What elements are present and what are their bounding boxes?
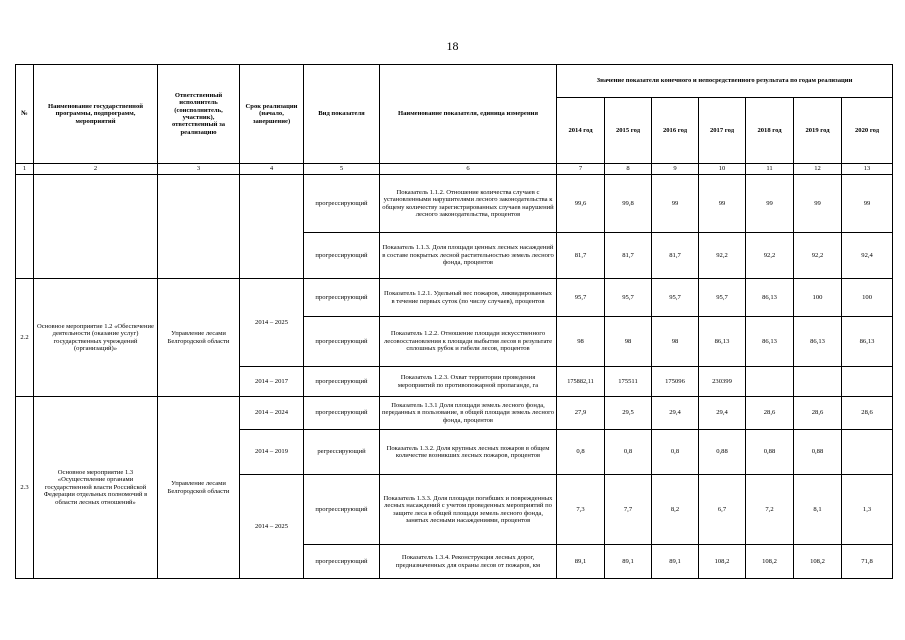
page-number: 18 (446, 39, 459, 53)
indicator-value: 86,13 (794, 317, 842, 367)
indicator-value: 0,88 (699, 430, 746, 475)
indicator-value: 99 (699, 175, 746, 233)
indicator-value: 99 (794, 175, 842, 233)
indicator-value: 98 (605, 317, 652, 367)
indicator-value: 175096 (652, 367, 699, 397)
indicator-name: Показатель 1.2.1. Удельный вес пожаров, ликвидированных в течение первых суток (по числу случаев), процентов (380, 279, 557, 317)
indicator-value: 1,3 (842, 475, 893, 545)
header-year: 2017 год (699, 98, 746, 164)
header-year: 2019 год (794, 98, 842, 164)
indicator-name: Показатель 1.3.4. Реконструкция лесных дорог, предназначенных для охраны лесов от пожаров, км (380, 545, 557, 579)
indicator-type: прогрессирующий (304, 279, 380, 317)
indicator-name: Показатель 1.2.2. Отношение площади искусственного лесовосстановления к площади выбытия лесов в результате сплошных рубок и гибели лесов, процентов (380, 317, 557, 367)
column-number: 6 (380, 164, 557, 175)
indicator-value: 98 (557, 317, 605, 367)
indicator-value: 29,4 (652, 397, 699, 430)
group-name: Основное мероприятие 1.3 «Осуществление органами государственной власти Российской Федерации отдельных полномочий в области лесных отношений» (34, 397, 158, 579)
indicator-name: Показатель 1.3.2. Доля крупных лесных пожаров в общем количестве возникших лесных пожаров, процентов (380, 430, 557, 475)
indicator-value: 95,7 (605, 279, 652, 317)
column-number: 7 (557, 164, 605, 175)
indicator-name: Показатель 1.2.3. Охват территории проведения мероприятий по противопожарной пропаганде, га (380, 367, 557, 397)
indicator-value: 100 (794, 279, 842, 317)
indicator-value: 27,9 (557, 397, 605, 430)
indicator-value (842, 367, 893, 397)
column-number: 4 (240, 164, 304, 175)
indicator-value: 7,7 (605, 475, 652, 545)
indicator-value: 0,8 (557, 430, 605, 475)
column-number: 11 (746, 164, 794, 175)
indicator-value: 98 (652, 317, 699, 367)
group-responsible: Управление лесами Белгородской области (158, 279, 240, 397)
indicator-value: 108,2 (699, 545, 746, 579)
indicator-value: 86,13 (746, 317, 794, 367)
group-number: 2.3 (16, 397, 34, 579)
indicator-value: 28,6 (794, 397, 842, 430)
indicator-value: 108,2 (746, 545, 794, 579)
indicator-value: 230399 (699, 367, 746, 397)
indicator-type: прогрессирующий (304, 317, 380, 367)
column-number: 1 (16, 164, 34, 175)
indicator-value: 7,3 (557, 475, 605, 545)
indicator-name: Показатель 1.3.3. Доля площади погибших и поврежденных лесных насаждений с учетом проведенных мероприятий по защите леса в общей площади земель лесного фонда, занятых лесными насаждениями, процентов (380, 475, 557, 545)
indicator-name: Показатель 1.1.2. Отношение количества случаев с установленными нарушителями лесного законодательства к общему количеству зарегистрированных случаев нарушений лесного законодательства, процентов (380, 175, 557, 233)
indicator-value: 6,7 (699, 475, 746, 545)
row-name-empty (34, 175, 158, 279)
indicator-value: 99,6 (557, 175, 605, 233)
indicator-value: 8,1 (794, 475, 842, 545)
indicator-type: регрессирующий (304, 430, 380, 475)
indicator-value: 0,88 (746, 430, 794, 475)
indicator-value: 99 (652, 175, 699, 233)
indicator-type: прогрессирующий (304, 233, 380, 279)
indicator-value: 8,2 (652, 475, 699, 545)
header-responsible: Ответственный исполнитель (соисполнитель, участник), ответственный за реализацию (158, 65, 240, 164)
header-year: 2014 год (557, 98, 605, 164)
indicator-value: 175882,11 (557, 367, 605, 397)
indicator-value: 71,8 (842, 545, 893, 579)
indicator-term: 2014 – 2017 (240, 367, 304, 397)
indicator-value: 81,7 (557, 233, 605, 279)
row-term-empty (240, 175, 304, 279)
indicator-value: 92,2 (699, 233, 746, 279)
indicator-value (842, 430, 893, 475)
indicator-value: 95,7 (652, 279, 699, 317)
column-number: 2 (34, 164, 158, 175)
indicator-value: 81,7 (605, 233, 652, 279)
indicator-value: 89,1 (652, 545, 699, 579)
indicator-value: 92,2 (794, 233, 842, 279)
indicator-value: 175511 (605, 367, 652, 397)
group-term: 2014 – 2025 (240, 475, 304, 579)
indicator-value: 28,6 (746, 397, 794, 430)
indicator-value: 7,2 (746, 475, 794, 545)
group-responsible: Управление лесами Белгородской области (158, 397, 240, 579)
indicator-value: 0,88 (794, 430, 842, 475)
column-number: 8 (605, 164, 652, 175)
indicator-type: прогрессирующий (304, 545, 380, 579)
table-row (16, 397, 893, 430)
indicator-value: 95,7 (557, 279, 605, 317)
header-values-group: Значение показателя конечного и непосредственного результата по годам реализации (557, 65, 893, 98)
indicator-value: 29,4 (699, 397, 746, 430)
indicator-value: 28,6 (842, 397, 893, 430)
header-term: Срок реализации (начало, завершение) (240, 65, 304, 164)
header-no: № (16, 65, 34, 164)
header-year: 2020 год (842, 98, 893, 164)
column-number: 5 (304, 164, 380, 175)
indicator-value: 99 (842, 175, 893, 233)
indicator-value: 99,8 (605, 175, 652, 233)
indicator-value: 86,13 (699, 317, 746, 367)
indicator-value: 108,2 (794, 545, 842, 579)
indicator-value: 29,5 (605, 397, 652, 430)
header-name: Наименование государственной программы, подпрограмм, мероприятий (34, 65, 158, 164)
group-name: Основное мероприятие 1.2 «Обеспечение деятельности (оказание услуг) государственных учреждений (организаций)» (34, 279, 158, 397)
indicator-value (794, 367, 842, 397)
indicator-value: 81,7 (652, 233, 699, 279)
indicator-value: 89,1 (605, 545, 652, 579)
indicator-type: прогрессирующий (304, 175, 380, 233)
column-number: 9 (652, 164, 699, 175)
indicator-value: 95,7 (699, 279, 746, 317)
indicator-name: Показатель 1.3.1 Доля площади земель лесного фонда, переданных в пользование, в общей площади земель лесного фонда, процентов (380, 397, 557, 430)
group-number: 2.2 (16, 279, 34, 397)
indicator-value: 0,8 (605, 430, 652, 475)
indicator-name: Показатель 1.1.3. Доля площади ценных лесных насаждений в составе покрытых лесной растительностью земель лесного фонда, процентов (380, 233, 557, 279)
indicator-type: прогрессирующий (304, 475, 380, 545)
row-no-empty (16, 175, 34, 279)
header-year: 2015 год (605, 98, 652, 164)
indicator-term: 2014 – 2024 (240, 397, 304, 430)
header-indicator: Наименование показателя, единица измерения (380, 65, 557, 164)
indicator-term: 2014 – 2019 (240, 430, 304, 475)
group-term: 2014 – 2025 (240, 279, 304, 367)
indicator-value: 100 (842, 279, 893, 317)
indicator-type: прогрессирующий (304, 397, 380, 430)
header-type: Вид показателя (304, 65, 380, 164)
column-number: 13 (842, 164, 893, 175)
table-row (16, 279, 893, 317)
indicator-value: 92,2 (746, 233, 794, 279)
indicator-value: 86,13 (842, 317, 893, 367)
column-number: 3 (158, 164, 240, 175)
indicator-value: 86,13 (746, 279, 794, 317)
indicator-value: 99 (746, 175, 794, 233)
column-numbers-row (16, 164, 893, 175)
indicator-value: 92,4 (842, 233, 893, 279)
indicator-value (746, 367, 794, 397)
indicator-value: 0,8 (652, 430, 699, 475)
column-number: 12 (794, 164, 842, 175)
table-row (16, 175, 893, 233)
indicator-value: 89,1 (557, 545, 605, 579)
column-number: 10 (699, 164, 746, 175)
row-responsible-empty (158, 175, 240, 279)
indicator-type: прогрессирующий (304, 367, 380, 397)
indicators-table (15, 64, 893, 579)
header-year: 2016 год (652, 98, 699, 164)
header-year: 2018 год (746, 98, 794, 164)
